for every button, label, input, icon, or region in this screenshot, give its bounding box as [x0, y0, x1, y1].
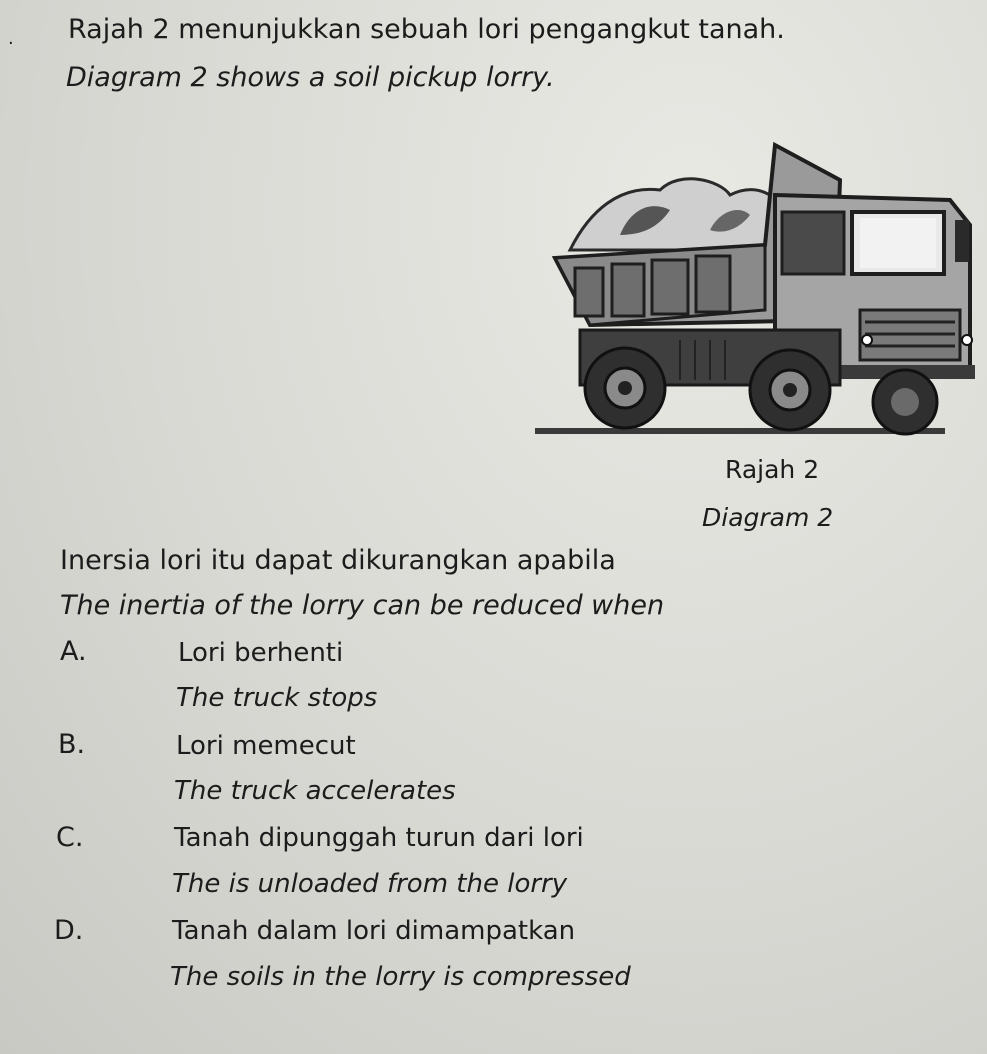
- option-a-letter: A.: [60, 636, 87, 667]
- intro-english: Diagram 2 shows a soil pickup lorry.: [66, 62, 555, 93]
- middle-wheel: [750, 350, 830, 430]
- option-b-letter: B.: [58, 729, 86, 760]
- question-malay: Inersia lori itu dapat dikurangkan apabila: [60, 545, 616, 576]
- option-d-letter: D.: [54, 915, 84, 946]
- cab-side-window: [782, 212, 844, 274]
- intro-malay: Rajah 2 menunjukkan sebuah lori pengangkut tanah.: [68, 14, 785, 45]
- rear-wheel: [585, 348, 665, 428]
- figure-caption-malay: Rajah 2: [725, 455, 820, 484]
- ground-line: [535, 428, 945, 434]
- front-wheel: [873, 370, 937, 434]
- option-d-malay: Tanah dalam lori dimampatkan: [172, 916, 576, 946]
- option-a-english: The truck stops: [176, 683, 378, 713]
- option-c-malay: Tanah dipunggah turun dari lori: [174, 823, 584, 853]
- figure-caption-english: Diagram 2: [702, 503, 834, 532]
- lorry-illustration: [530, 140, 980, 445]
- option-b-english: The truck accelerates: [174, 776, 456, 806]
- option-b-malay: Lori memecut: [176, 731, 356, 761]
- option-c-english: The is unloaded from the lorry: [172, 869, 568, 899]
- soil-load: [570, 179, 790, 250]
- option-a-malay: Lori berhenti: [178, 638, 344, 668]
- option-d-english: The soils in the lorry is compressed: [170, 962, 631, 992]
- option-c-letter: C.: [56, 822, 84, 853]
- side-mirror: [955, 220, 969, 262]
- question-english: The inertia of the lorry can be reduced when: [60, 590, 665, 621]
- bullet-mark: .: [8, 28, 14, 49]
